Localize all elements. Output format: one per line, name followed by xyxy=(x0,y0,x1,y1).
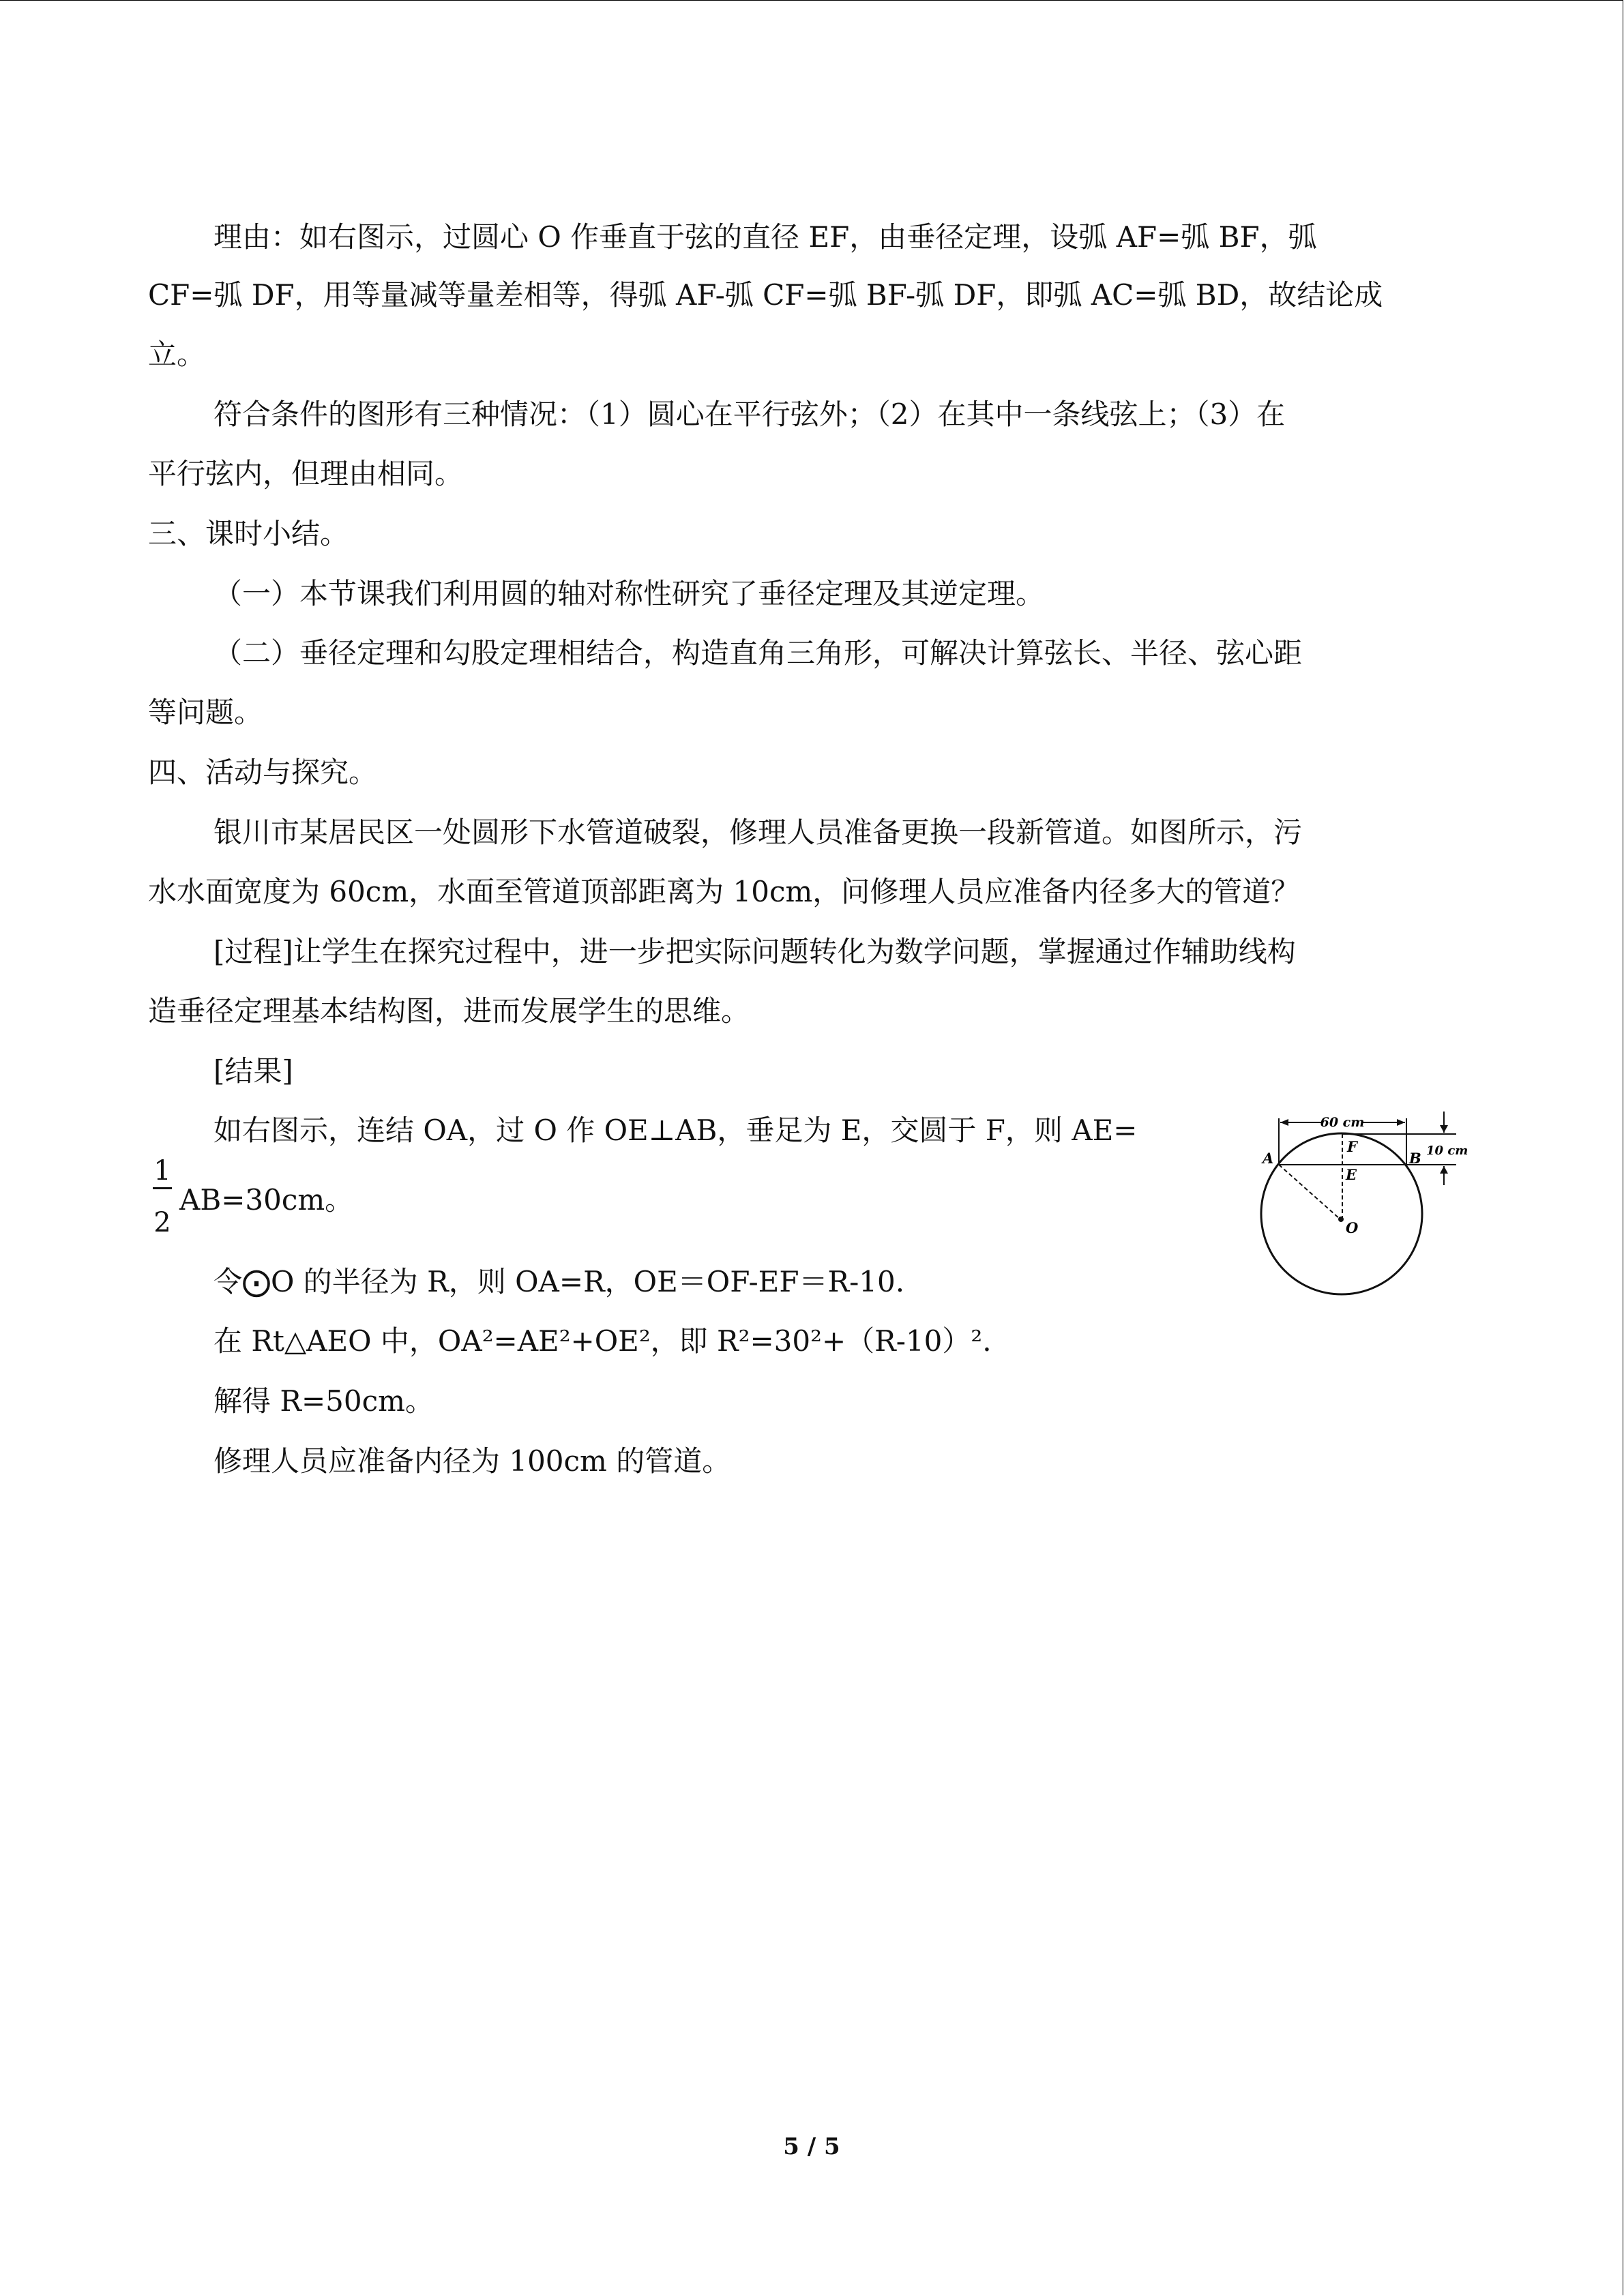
fraction-numerator: 1 xyxy=(153,1155,171,1187)
paragraph-line: 符合条件的图形有三种情况：（1）圆心在平行弦外；（2）在其中一条线弦上；（3）在 xyxy=(213,398,1286,431)
paragraph-line: [结果] xyxy=(213,1054,293,1088)
pipe-circle-diagram xyxy=(1258,1105,1470,1296)
paragraph-line: 造垂径定理基本结构图，进而发展学生的思维。 xyxy=(148,994,750,1028)
fraction-bar xyxy=(153,1187,172,1189)
paragraph-line: 解得 R=50cm。 xyxy=(213,1384,434,1418)
paragraph-line: 修理人员应准备内径为 100cm 的管道。 xyxy=(213,1444,731,1478)
depth-arrowhead-top xyxy=(1440,1125,1448,1133)
paragraph-line: [过程]让学生在探究过程中，进一步把实际问题转化为数学问题，掌握通过作辅助线构 xyxy=(213,935,1296,968)
depth-label: 10 cm xyxy=(1426,1144,1468,1158)
point-f-label: F xyxy=(1347,1138,1357,1155)
point-e-label: E xyxy=(1346,1166,1357,1183)
page-number: 5 / 5 xyxy=(783,2133,840,2160)
paragraph-line: AB=30cm。 xyxy=(179,1183,354,1217)
paragraph-line: 令⨀O 的半径为 R，则 OA=R，OE＝OF-EF＝R-10. xyxy=(213,1265,905,1298)
point-o-dot xyxy=(1338,1217,1344,1222)
paragraph-line: 理由：如右图示，过圆心 O 作垂直于弦的直径 EF，由垂径定理，设弧 AF=弧 BF，弧 xyxy=(213,220,1317,254)
depth-arrowhead-bottom xyxy=(1440,1166,1448,1174)
width-arrow-left xyxy=(1280,1119,1288,1126)
point-b-label: B xyxy=(1409,1150,1421,1167)
point-o-label: O xyxy=(1346,1219,1359,1236)
point-a-label: A xyxy=(1263,1150,1274,1167)
paragraph-line: CF=弧 DF，用等量减等量差相等，得弧 AF-弧 CF=弧 BF-弧 DF，即弧 AC=弧 BD，故结论成 xyxy=(148,278,1383,312)
paragraph-line: 如右图示，连结 OA，过 O 作 OE⊥AB，垂足为 E，交圆于 F，则 AE= xyxy=(213,1114,1138,1147)
section-heading: 四、活动与探究。 xyxy=(148,756,378,789)
paragraph-line: 立。 xyxy=(148,338,206,371)
paragraph-line: 水水面宽度为 60cm，水面至管道顶部距离为 10cm，问修理人员应准备内径多大的管道？ xyxy=(148,875,1300,908)
section-heading: 三、课时小结。 xyxy=(148,517,349,550)
paragraph-line: 平行弦内，但理由相同。 xyxy=(148,457,464,490)
segment-ao xyxy=(1279,1165,1340,1219)
fraction-denominator: 2 xyxy=(153,1207,171,1238)
paragraph-line: （一）本节课我们利用圆的轴对称性研究了垂径定理及其逆定理。 xyxy=(213,577,1045,610)
width-arrow-right xyxy=(1397,1119,1405,1126)
paragraph-line: 在 Rt△AEO 中，OA²=AE²+OE²，即 R²=30²+（R-10）². xyxy=(213,1324,992,1358)
paragraph-line: （二）垂径定理和勾股定理相结合，构造直角三角形，可解决计算弦长、半径、弦心距 xyxy=(213,636,1303,670)
width-label: 60 cm xyxy=(1320,1115,1365,1130)
paragraph-line: 银川市某居民区一处圆形下水管道破裂，修理人员准备更换一段新管道。如图所示，污 xyxy=(213,816,1303,849)
paragraph-line: 等问题。 xyxy=(148,696,263,729)
